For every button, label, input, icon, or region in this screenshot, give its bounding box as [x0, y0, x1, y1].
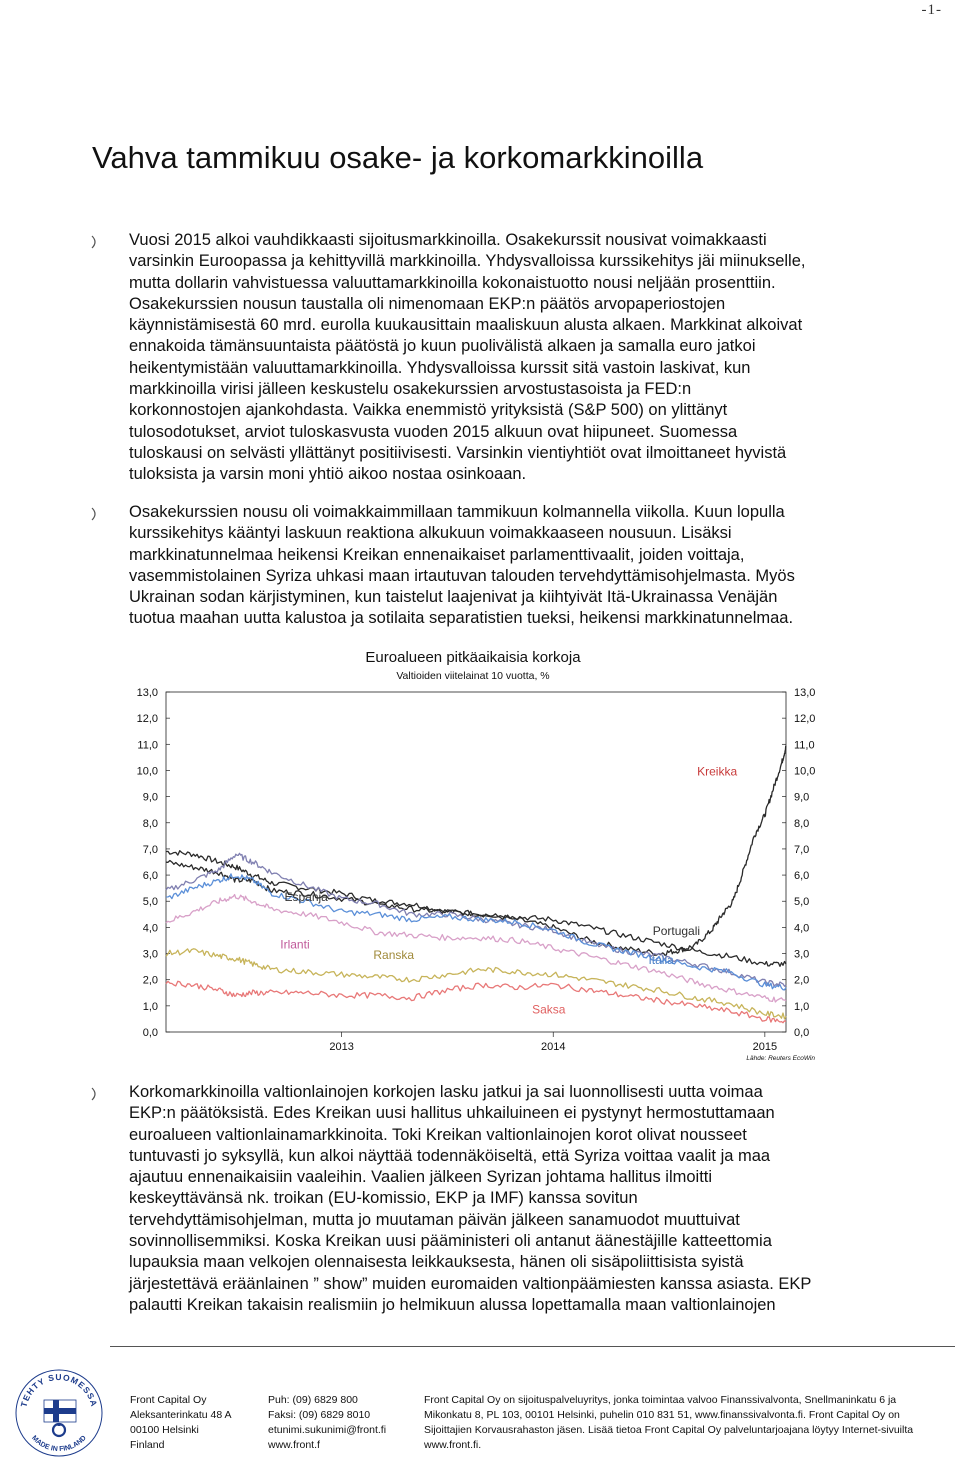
y-tick-label-right: 10,0: [794, 765, 816, 778]
y-tick-label-left: 12,0: [136, 713, 158, 726]
text-line: tuntuvasti jo syksyllä, kun alkoi näyttää todennäköiseltä, että Syriza voittaa vaalit ja maa: [129, 1146, 771, 1165]
y-tick-label-left: 5,0: [142, 896, 158, 909]
footer-regulatory-notice: [424, 1393, 913, 1453]
text-line: Puh: (09) 6829 800: [268, 1394, 358, 1406]
page-title: Vahva tammikuu osake- ja korkomarkkinoilla: [92, 140, 704, 175]
text-line: 00100 Helsinki: [130, 1424, 199, 1436]
text-line: tuloskausi on selvästi yllättänyt positiivisesti. Varsinkin vientiyhtiöt ovat ilmoittaneet hyvistä: [129, 443, 787, 462]
text-line: www.front.f: [268, 1439, 320, 1451]
y-tick-label-left: 11,0: [137, 739, 158, 752]
text-line: korkonnostojen ajankohdasta. Vaikka enemmistö yrityksistä (S&P 500) on ylittänyt: [129, 401, 728, 420]
y-tick-label-right: 8,0: [794, 817, 810, 830]
chart-canvas: [100, 640, 860, 1065]
text-line: tuloksista ja varsin moni yhtiö aikoo nostaa osinkoaan.: [129, 465, 527, 484]
y-tick-label-left: 10,0: [136, 765, 158, 778]
text-line: sovinnollisemmiksi. Koska Kreikan uusi pääministeri oli antanut äänestäjille katteettomia: [129, 1232, 772, 1251]
y-tick-label-right: 2,0: [794, 974, 810, 987]
text-line: Korkomarkkinoilla valtionlainojen korkojen lasku jatkui ja sai luonnollisesti uutta voimaa: [129, 1083, 763, 1101]
text-line: Aleksanterinkatu 48 A: [130, 1409, 232, 1421]
text-line: vasemmistolainen Syriza uhkasi maan irtautuvan talouden tervehdyttämisohjelmasta. Myös: [129, 566, 795, 585]
y-tick-label-left: 4,0: [142, 922, 158, 935]
bullet-chevron-icon: [88, 1084, 102, 1104]
footer-company-address: [130, 1393, 232, 1453]
y-tick-label-right: 11,0: [794, 739, 815, 752]
text-line: Vuosi 2015 alkoi vauhdikkaasti sijoitusmarkkinoilla. Osakekurssit nousivat voimakkaasti: [129, 231, 767, 249]
series-label-kreikka: Kreikka: [697, 764, 738, 779]
text-line: Front Capital Oy: [130, 1394, 207, 1406]
y-tick-label-right: 5,0: [794, 896, 810, 909]
bullet-chevron-icon: [88, 504, 102, 524]
series-label-saksa: Saksa: [532, 1002, 566, 1017]
series-line-saksa: [166, 981, 786, 1022]
y-tick-label-left: 0,0: [142, 1027, 158, 1039]
text-line: ajautuu ennenaikaisiin vaaleihin. Vaalien jälkeen Syrizan johtama hallitus ilmoitti: [129, 1168, 713, 1187]
made-in-finland-logo: [14, 1368, 104, 1458]
text-line: ennakoida tämänsuuntaista päätöstä jo kuun puolivälistä alkaen ja samalla euro jatkoi: [129, 337, 756, 356]
page-number: -1-: [921, 2, 942, 18]
text-line: markkinatunnelmaa heikensi Kreikan ennenaikaiset parlamenttivaalit, joiden voittaja,: [129, 545, 745, 564]
text-line: Osakekurssien nousun taustalla oli nimenomaan EKP:n päätös arvopaperiostojen: [129, 294, 726, 313]
text-line: käynnistämisestä 60 mrd. eurolla kuukausittain maaliskuun alusta alkaen. Markkinat alkoivat: [129, 316, 803, 335]
y-tick-label-left: 9,0: [142, 791, 158, 804]
text-line: kurssikehitys kääntyi laskuun reaktiona alkukuun voimakkaaseen nousuun. Lisäksi: [129, 524, 732, 543]
series-label-portugali: Portugali: [652, 924, 701, 939]
y-tick-label-right: 0,0: [794, 1027, 810, 1039]
text-line: euroalueen valtionlainamarkkinoita. Toki Kreikan valtionlainojen korot olivat nousseet: [129, 1125, 747, 1144]
text-line: EKP:n päätöksistä. Edes Kreikan uusi hallitus uhkailuineen ei pystynyt hermostuttamaan: [129, 1104, 775, 1123]
text-line: tuotua maahan uutta kalustoa ja sotilaita separatistien tueksi, heikensi markkinatunnelmaa.: [129, 609, 794, 628]
text-line: varsinkin Euroopassa ja kehittyvillä markkinoilla. Yhdysvalloissa kurssikehitys jäi miinukselle,: [129, 252, 806, 271]
text-line: järjestettävä eräänlainen ” show” muiden euromaiden valtionpäämiesten kanssa asiasta. EKP: [129, 1274, 812, 1293]
chart-source: Lähde: Reuters EcoWin: [746, 1055, 815, 1062]
text-line: keskeyttävänsä nk. troikan (EU-komissio, EKP ja IMF) kanssa sovitun: [129, 1189, 638, 1208]
text-line: etunimi.sukunimi@front.fi: [268, 1424, 387, 1436]
paragraph-market-overview: [129, 230, 849, 486]
svg-text:MADE IN FINLAND: MADE IN FINLAND: [30, 1434, 88, 1454]
series-label-ranska: Ranska: [373, 947, 415, 962]
y-tick-label-right: 7,0: [794, 843, 810, 856]
text-line: lupauksia maan velkojen olennaisesta leikkauksesta, hänen oli sisäpoliittisista syistä: [129, 1253, 744, 1272]
text-line: tervehdyttämisohjelman, mutta jo muutaman päivän jälkeen sanamuodot muuttuivat: [129, 1210, 740, 1229]
y-tick-label-left: 2,0: [142, 974, 158, 987]
y-tick-label-right: 1,0: [794, 1000, 810, 1013]
y-tick-label-right: 13,0: [794, 687, 816, 699]
y-tick-label-left: 6,0: [142, 870, 158, 883]
page-footer: [0, 1346, 960, 1460]
text-line: palautti Kreikan takaisin realismiin jo helmikuun alussa lopettamalla maan valtionlainojen: [129, 1295, 776, 1314]
series-label-espanja: Espanja: [284, 890, 328, 905]
y-tick-label-right: 6,0: [794, 870, 810, 883]
chart-title: Euroalueen pitkäaikaisia korkoja: [365, 649, 581, 666]
y-tick-label-right: 12,0: [794, 713, 816, 726]
y-tick-label-right: 4,0: [794, 922, 810, 935]
series-label-irlanti: Irlanti: [280, 937, 310, 952]
x-tick-label: 2014: [540, 1041, 566, 1053]
text-line: Ukrainan sodan kärjistyminen, kun taistelut laajenivat ja kiihtyivät Itä-Ukrainassa Venäjän: [129, 588, 778, 607]
text-line: Mikonkatu 8, PL 103, 00101 Helsinki, puhelin 010 831 51, www.finanssivalvonta.fi. Front Capital Oy on: [424, 1409, 900, 1421]
text-line: markkinoilla virisi jälleen keskustelu osakekurssien arvostustasoista ja FED:n: [129, 380, 692, 399]
bullet-chevron-icon: [88, 232, 102, 252]
x-tick-label: 2015: [752, 1041, 778, 1053]
text-line: www.front.fi.: [424, 1439, 482, 1451]
paragraph-bond-markets: [129, 1082, 849, 1316]
y-tick-label-left: 1,0: [142, 1000, 158, 1013]
y-tick-label-left: 8,0: [142, 817, 158, 830]
text-line: Sijoittajien Korvausrahaston jäsen. Lisää tietoa Front Capital Oy palveluntarjoajana löytyy Internet-sivuilta: [424, 1424, 914, 1436]
text-line: Osakekurssien nousu oli voimakkaimmillaan tammikuun kolmannella viikolla. Kuun lopulla: [129, 503, 785, 521]
text-line: Front Capital Oy on sijoituspalveluyritys, jonka toimintaa valvoo Finanssivalvonta, Snellmaninkatu 6 ja: [424, 1394, 897, 1406]
text-line: Faksi: (09) 6829 8010: [268, 1409, 371, 1421]
x-tick-label: 2013: [329, 1041, 354, 1053]
y-tick-label-left: 13,0: [136, 687, 158, 699]
y-tick-label-left: 3,0: [142, 948, 158, 961]
text-line: mutta dollarin vahvistuessa valuuttamarkkinoilla kokonaistuotto nousi neljään prosenttiin.: [129, 273, 776, 292]
y-tick-label-right: 9,0: [794, 791, 810, 804]
text-line: tulosodotukset, arviot tuloskasvusta vuoden 2015 alkuun ovat hiipuneet. Suomessa: [129, 422, 738, 441]
footer-contact-info: [268, 1393, 386, 1453]
paragraph-equity-rally: [129, 502, 849, 630]
chart-subtitle: Valtioiden viitelainat 10 vuotta, %: [396, 670, 550, 682]
y-tick-label-left: 7,0: [142, 843, 158, 856]
text-line: heikentymistään valuuttamarkkinoilla. Yhdysvalloissa kurssit sitä vastoin laskivat, kun: [129, 358, 751, 377]
series-label-italia: Italia: [648, 953, 674, 967]
bond-yield-chart: [100, 640, 860, 1065]
y-tick-label-right: 3,0: [794, 948, 810, 961]
text-line: Finland: [130, 1439, 165, 1451]
svg-text:TEHTY SUOMESSA: TEHTY SUOMESSA: [18, 1371, 100, 1409]
footer-divider: [110, 1346, 955, 1347]
